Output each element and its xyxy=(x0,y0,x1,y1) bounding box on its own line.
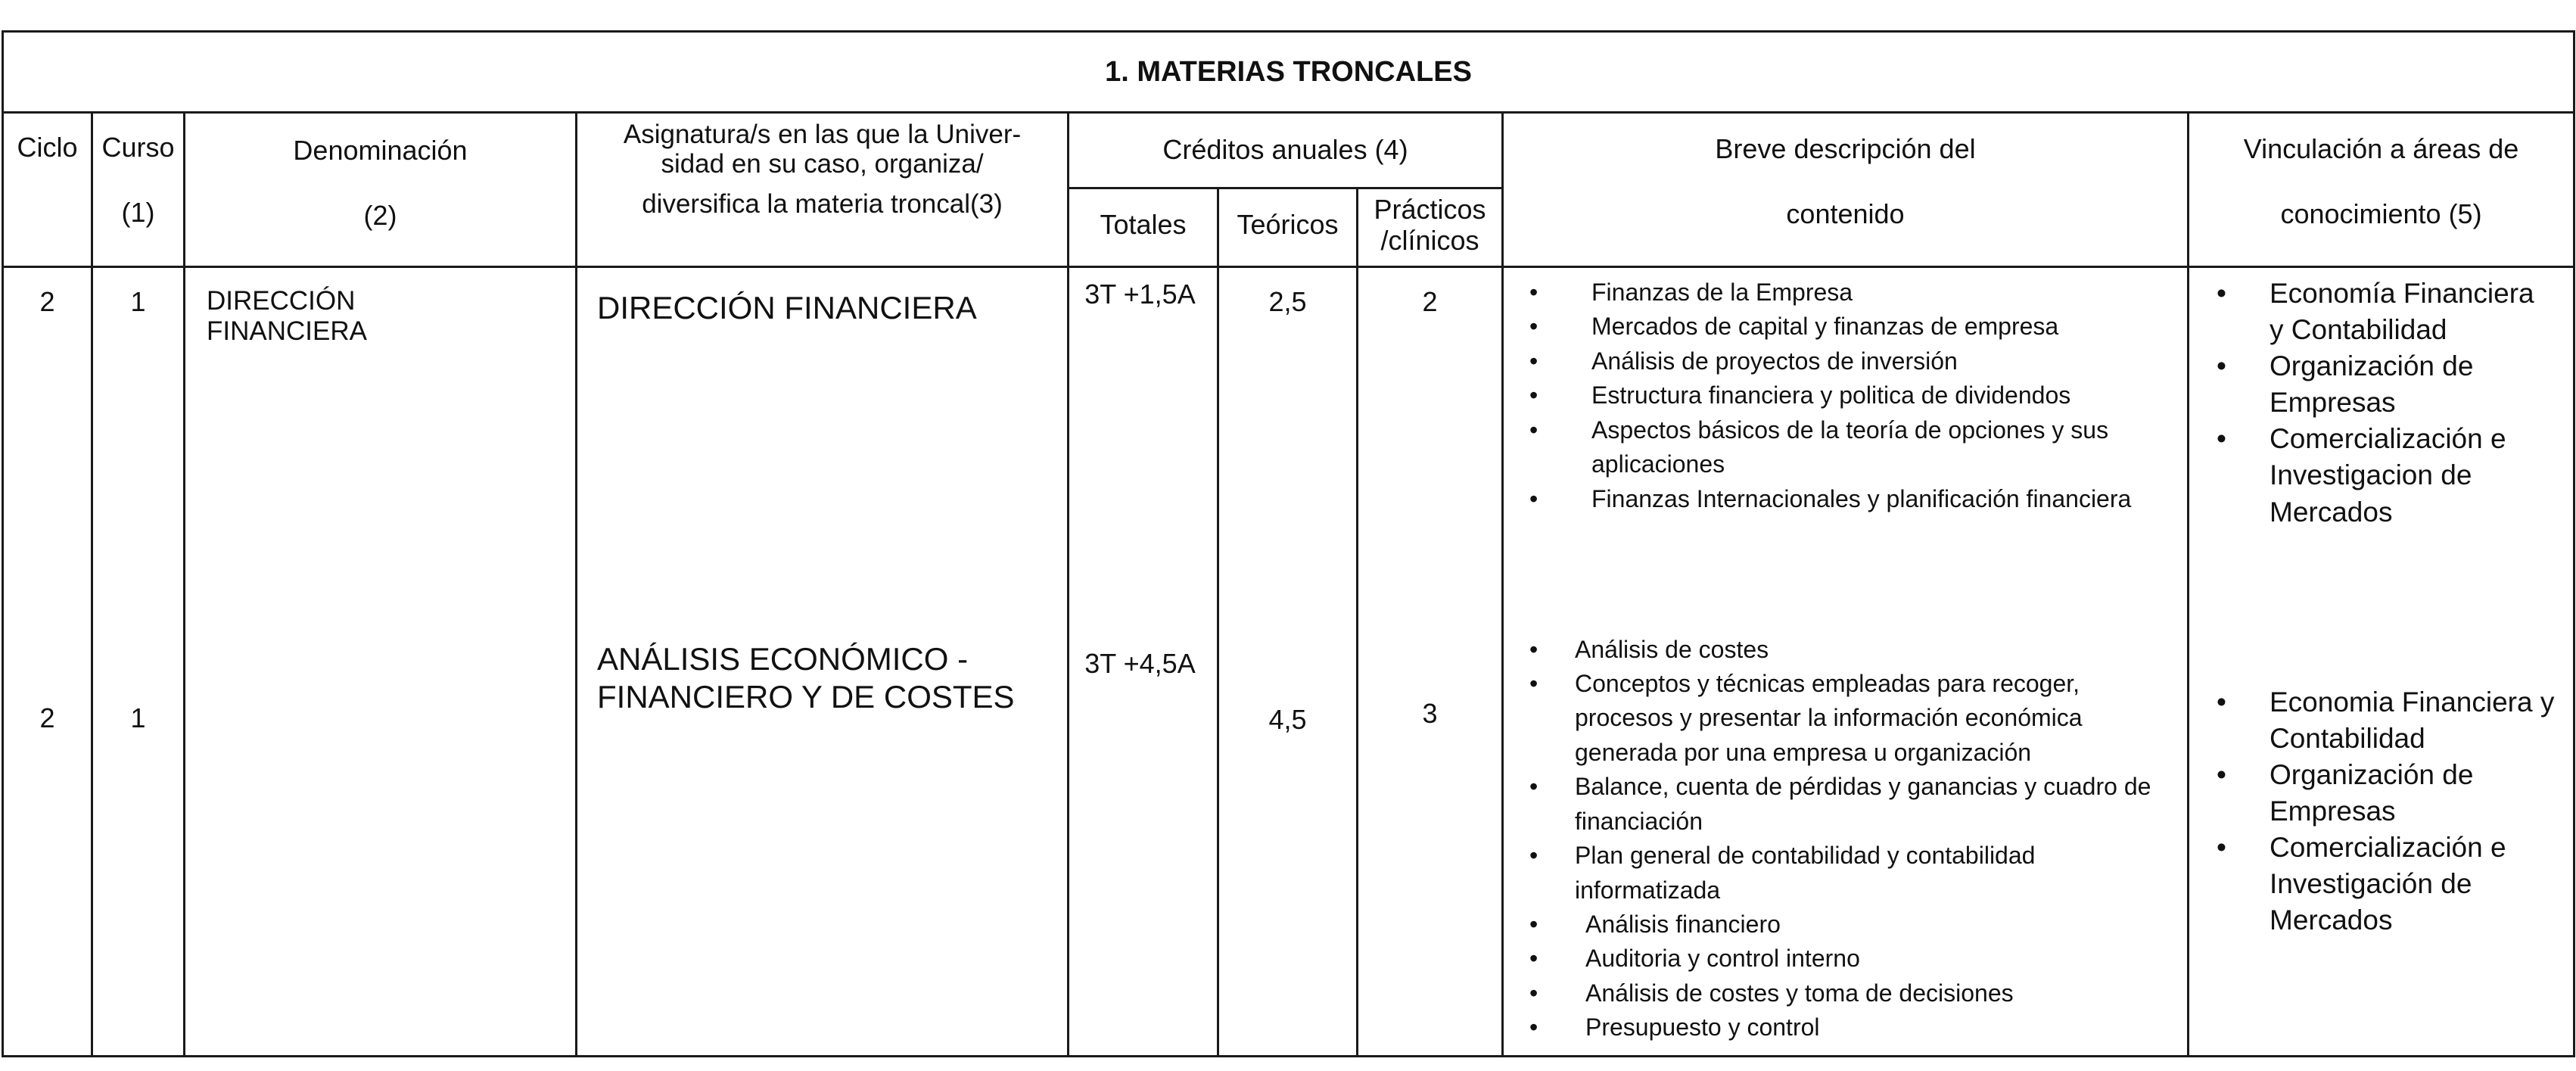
list-item: • Estructura financiera y politica de dividendos xyxy=(1508,378,2157,413)
list-item: • Finanzas de la Empresa xyxy=(1508,276,2157,310)
list-item: • Economía Financiera y Contabilidad xyxy=(2189,276,2555,348)
header-curso xyxy=(92,113,185,267)
list-item: • Organización de Empresas xyxy=(2189,348,2555,421)
header-creditos: Créditos anuales (4) xyxy=(1069,113,1503,188)
row2-areas xyxy=(2189,633,2574,1057)
list-item: • Comercialización e Investigacion de Mercados xyxy=(2189,421,2555,530)
header-practicos-line2: /clínicos xyxy=(1380,225,1479,257)
list-item: • Economia Financiera y Contabilidad xyxy=(2189,684,2555,757)
header-breve-line1: Breve descripción del xyxy=(1715,133,1976,164)
row2-descripcion xyxy=(1503,633,2189,1057)
row2-asignatura xyxy=(577,633,1069,1057)
list-item: • Mercados de capital y finanzas de empresa xyxy=(1508,310,2157,344)
row1-practicos: 2 xyxy=(1358,267,1503,633)
row1-asignatura: DIRECCIÓN FINANCIERA xyxy=(577,267,1069,633)
row1-areas-list xyxy=(2189,276,2555,531)
table-title: 1. MATERIAS TRONCALES xyxy=(3,32,2574,113)
header-denominacion-label: Denominación xyxy=(293,135,468,166)
row1-ciclo: 2 xyxy=(3,267,92,633)
header-asignatura-line1: Asignatura/s en las que la Univer- xyxy=(623,120,1022,149)
header-ciclo: Ciclo xyxy=(3,113,92,267)
table-row xyxy=(3,267,2574,633)
header-practicos-line1: Prácticos xyxy=(1374,194,1486,225)
header-denominacion xyxy=(185,113,577,267)
list-item: • Análisis de costes y toma de decisiones xyxy=(1508,976,2181,1010)
row2-descripcion-list xyxy=(1508,633,2181,1045)
row2-ciclo: 2 xyxy=(3,633,92,1057)
list-item: • Finanzas Internacionales y planificación financiera xyxy=(1508,482,2157,516)
list-item: • Conceptos y técnicas empleadas para recoger, procesos y presentar la información económica generada por una empresa u organización xyxy=(1508,667,2181,770)
row2-totales: 3T +4,5A xyxy=(1069,633,1218,1057)
row2-curso: 1 xyxy=(92,633,185,1057)
row2-asignatura-line2: FINANCIERO Y DE COSTES xyxy=(597,678,1015,715)
header-curso-note: (1) xyxy=(121,197,155,229)
header-asignatura-line2: sidad en su caso, organiza/ xyxy=(661,149,984,179)
row2-practicos: 3 xyxy=(1358,633,1503,1057)
header-vinculacion-line1: Vinculación a áreas de xyxy=(2243,133,2519,164)
materias-troncales-sheet xyxy=(2,30,2573,1057)
header-teoricos: Teóricos xyxy=(1218,188,1358,267)
list-item: • Presupuesto y control xyxy=(1508,1010,2181,1045)
list-item: • Análisis de proyectos de inversión xyxy=(1508,344,2157,378)
list-item: • Organización de Empresas xyxy=(2189,757,2555,830)
header-asignatura-line3: diversifica la materia troncal(3) xyxy=(642,189,1003,219)
denominacion-value xyxy=(185,267,577,1057)
header-breve-line2: contenido xyxy=(1786,198,1905,230)
list-item: • Análisis financiero xyxy=(1508,908,2181,942)
row2-areas-list xyxy=(2189,684,2555,939)
materias-troncales-table xyxy=(2,30,2575,1057)
list-item: • Plan general de contabilidad y contabilidad informatizada xyxy=(1508,839,2181,908)
row1-curso: 1 xyxy=(92,267,185,633)
header-denominacion-note: (2) xyxy=(363,200,397,232)
header-vinculacion xyxy=(2189,113,2574,267)
header-totales: Totales xyxy=(1069,188,1218,267)
row1-totales: 3T +1,5A xyxy=(1069,267,1218,633)
row1-descripcion xyxy=(1503,267,2189,633)
row1-descripcion-list xyxy=(1508,276,2157,516)
denominacion-text: DIRECCIÓN FINANCIERA xyxy=(207,286,367,347)
list-item: • Balance, cuenta de pérdidas y ganancias y cuadro de financiación xyxy=(1508,770,2181,839)
header-breve-descripcion xyxy=(1503,113,2189,267)
list-item: • Auditoria y control interno xyxy=(1508,942,2181,976)
header-curso-label: Curso xyxy=(101,132,175,163)
row1-teoricos: 2,5 xyxy=(1218,267,1358,633)
header-vinculacion-line2: conocimiento (5) xyxy=(2280,198,2482,230)
list-item: • Aspectos básicos de la teoría de opciones y sus aplicaciones xyxy=(1508,413,2157,482)
row2-asignatura-line1: ANÁLISIS ECONÓMICO - xyxy=(597,640,969,677)
row2-teoricos: 4,5 xyxy=(1218,633,1358,1057)
header-asignatura xyxy=(577,113,1069,267)
list-item: • Comercialización e Investigación de Mercados xyxy=(2189,830,2555,939)
row1-areas xyxy=(2189,267,2574,633)
list-item: • Análisis de costes xyxy=(1508,633,2181,667)
header-practicos xyxy=(1358,188,1503,267)
